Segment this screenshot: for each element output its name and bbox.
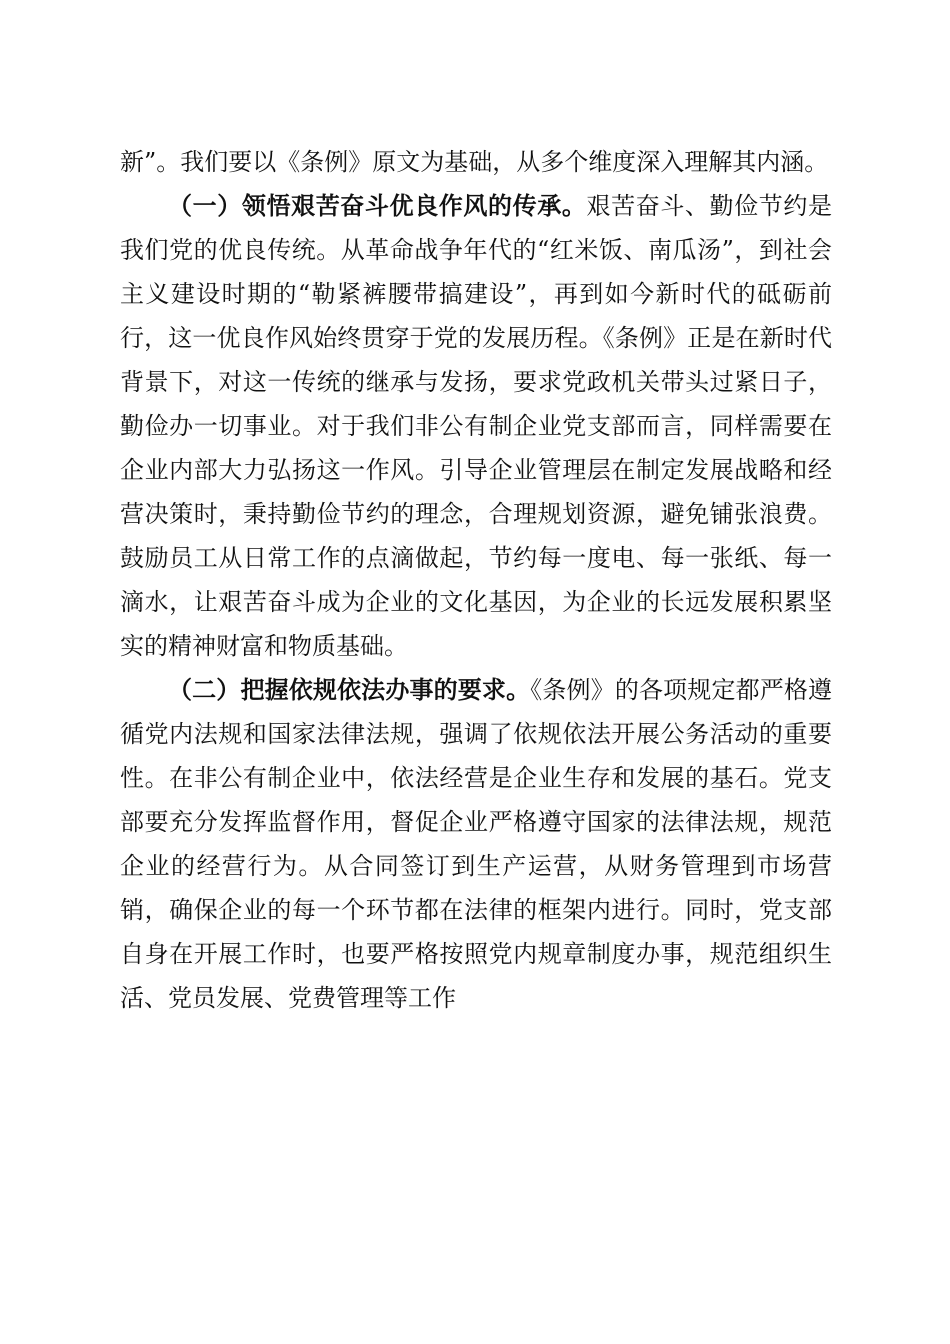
section-1-heading: （一）领悟艰苦奋斗优良作风的传承。	[168, 191, 587, 220]
paragraph-section-2	[120, 668, 832, 1020]
section-1-text: 艰苦奋斗、勤俭节约是我们党的优良传统。从革命战争年代的“红米饭、南瓜汤”，到社会主义建设时期的“勒紧裤腰带搞建设”，再到如今新时代的砥砺前行，这一优良作风始终贯穿于党的发展历程。《条例》正是在新时代背景下，对这一传统的继承与发扬，要求党政机关带头过紧日子，勤俭办一切事业。对于我们非公有制企业党支部而言，同样需要在企业内部大力弘扬这一作风。引导企业管理层在制定发展战略和经营决策时，秉持勤俭节约的理念，合理规划资源，避免铺张浪费。鼓励员工从日常工作的点滴做起，节约每一度电、每一张纸、每一滴水，让艰苦奋斗成为企业的文化基因，为企业的长远发展积累坚实的精神财富和物质基础。	[120, 192, 833, 660]
paragraph-section-1	[120, 184, 832, 668]
paragraph-text: 新”。我们要以《条例》原文为基础，从多个维度深入理解其内涵。	[120, 148, 829, 176]
document-body	[120, 140, 832, 1020]
section-2-text: 《条例》的各项规定都严格遵循党内法规和国家法律法规，强调了依规依法开展公务活动的重要性。在非公有制企业中，依法经营是企业生存和发展的基石。党支部要充分发挥监督作用，督促企业严格遵守国家的法律法规，规范企业的经营行为。从合同签订到生产运营，从财务管理到市场营销，确保企业的每一个环节都在法律的框架内进行。同时，党支部自身在开展工作时，也要严格按照党内规章制度办事，规范组织生活、党员发展、党费管理等工作	[120, 676, 833, 1012]
section-2-heading: （二）把握依规依法办事的要求。	[168, 675, 531, 704]
paragraph-intro-continuation	[120, 140, 832, 184]
